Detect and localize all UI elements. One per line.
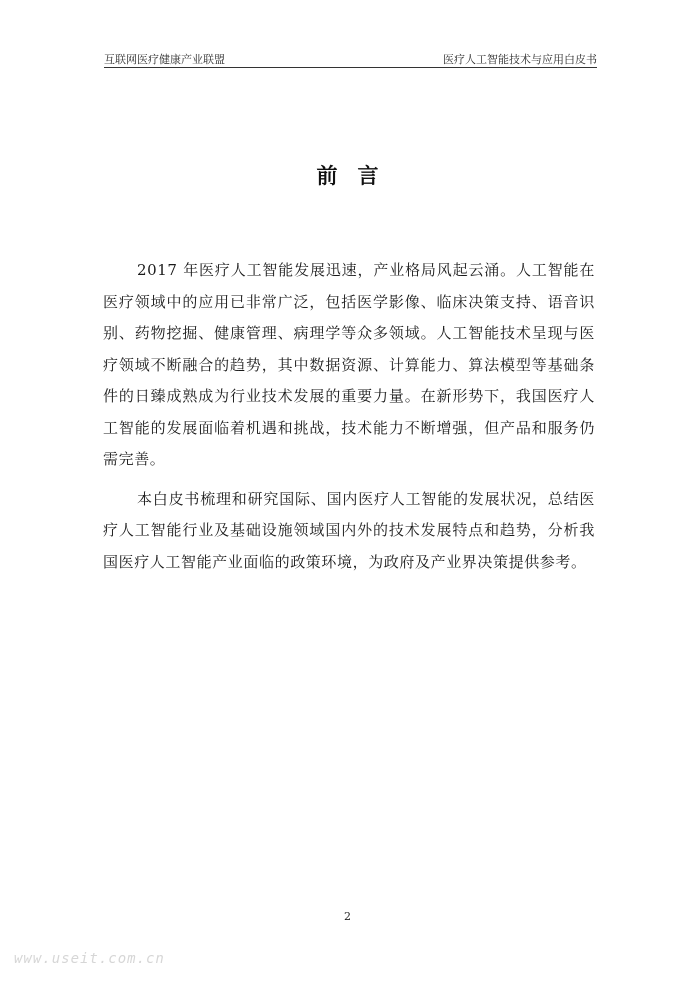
body-paragraph-2: 本白皮书梳理和研究国际、国内医疗人工智能的发展状况，总结医疗人工智能行业及基础设施领域国内外的技术发展特点和趋势，分析我国医疗人工智能产业面临的政策环境，为政府及产业界决策提供参考。 [103,489,595,571]
body-paragraph-1: 2017 年医疗人工智能发展迅速，产业格局风起云涌。人工智能在医疗领域中的应用已非常广泛，包括医学影像、临床决策支持、语音识别、药物挖掘、健康管理、病理学等众多领域。人工智能技术呈现与医疗领域不断融合的趋势，其中数据资源、计算能力、算法模型等基础条件的日臻成熟成为行业技术发展的重要力量。在新形势下，我国医疗人工智能的发展面临着机遇和挑战，技术能力不断增强，但产品和服务仍需完善。 [103,261,595,468]
header-document-title: 医疗人工智能技术与应用白皮书 [443,53,597,66]
page-title: 前言 [316,164,399,188]
watermark: www.useit.com.cn [14,951,165,967]
header-organization: 互联网医疗健康产业联盟 [104,53,225,66]
header-divider [104,67,597,68]
page-header [104,52,597,68]
page-number: 2 [344,910,351,923]
body-content [103,255,595,586]
